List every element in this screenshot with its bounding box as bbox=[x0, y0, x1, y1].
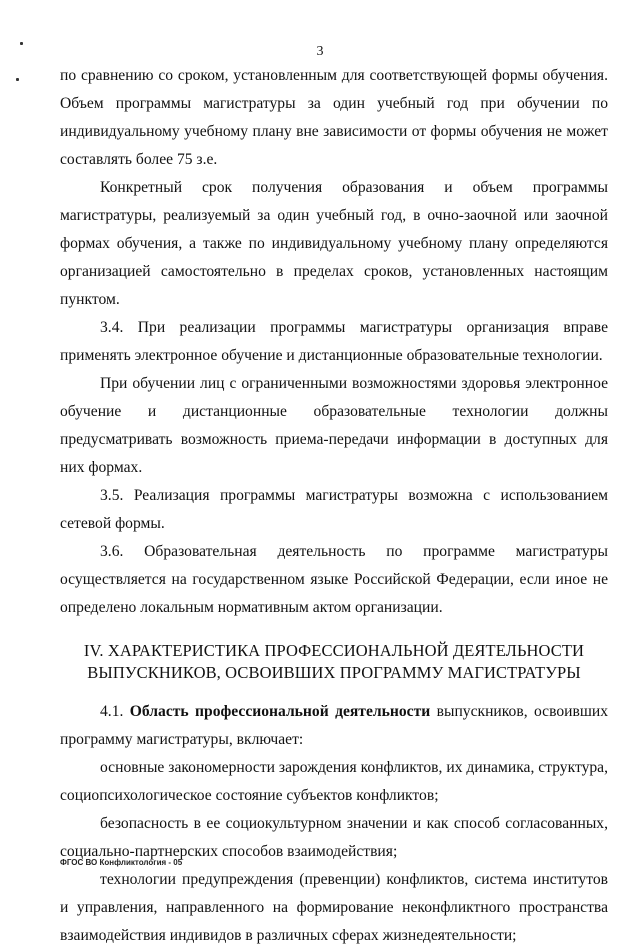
paragraph-4-1-number: 4.1. bbox=[100, 703, 124, 720]
list-item: технологии предупреждения (превенции) конфликтов, система институтов и управления, направленного на формирование неконфликтного пространства взаимодействия индивидов в различных сферах жизнедеятельности; bbox=[60, 871, 608, 944]
paragraph-disabilities: При обучении лиц с ограниченными возможностями здоровья электронное обучение и дистанционные образовательные технологии должны предусматривать возможность приема-передачи информации в доступных для них формах. bbox=[60, 375, 608, 476]
paragraph-4-1-text: выпускников, освоивших программу магистратуры, включает: bbox=[60, 703, 608, 748]
document-body bbox=[60, 62, 608, 950]
footer-note: ФГОС ВО Конфликтология - 05 bbox=[60, 858, 183, 867]
paragraph-continuation: по сравнению со сроком, установленным для соответствующей формы обучения. Объем программы магистратуры за один учебный год при обучении по индивидуальному учебному плану вне зависимости от формы обучения не может составлять более 75 з.е. bbox=[60, 67, 608, 168]
scan-mark bbox=[16, 78, 19, 81]
paragraph-3-4: 3.4. При реализации программы магистратуры организация вправе применять электронное обучение и дистанционные образовательные технологии. bbox=[60, 319, 608, 364]
list-item: основные закономерности зарождения конфликтов, их динамика, структура, социопсихологическое состояние субъектов конфликтов; bbox=[60, 759, 608, 804]
page-number: 3 bbox=[316, 44, 324, 59]
paragraph-4-1-term: Область профессиональной деятельности bbox=[129, 703, 431, 720]
list-item: безопасность в ее социокультурном значении и как способ согласованных, социально-партнерских способов взаимодействия; bbox=[60, 815, 608, 860]
section-heading-line-1: IV. ХАРАКТЕРИСТИКА ПРОФЕССИОНАЛЬНОЙ ДЕЯТЕЛЬНОСТИ bbox=[83, 641, 585, 660]
paragraph-term-individual: Конкретный срок получения образования и объем программы магистратуры, реализуемый за один учебный год, в очно-заочной или заочной формах обучения, а также по индивидуальному учебному плану определяются организацией самостоятельно в пределах сроков, установленных настоящим пунктом. bbox=[60, 179, 608, 308]
section-heading-line-2: ВЫПУСКНИКОВ, ОСВОИВШИХ ПРОГРАММУ МАГИСТРАТУРЫ bbox=[87, 663, 581, 682]
paragraph-3-5: 3.5. Реализация программы магистратуры возможна с использованием сетевой формы. bbox=[60, 487, 608, 532]
paragraph-4-1 bbox=[60, 698, 608, 754]
section-heading bbox=[60, 640, 608, 684]
paragraph-3-6: 3.6. Образовательная деятельность по программе магистратуры осуществляется на государственном языке Российской Федерации, если иное не определено локальным нормативным актом организации. bbox=[60, 543, 608, 616]
